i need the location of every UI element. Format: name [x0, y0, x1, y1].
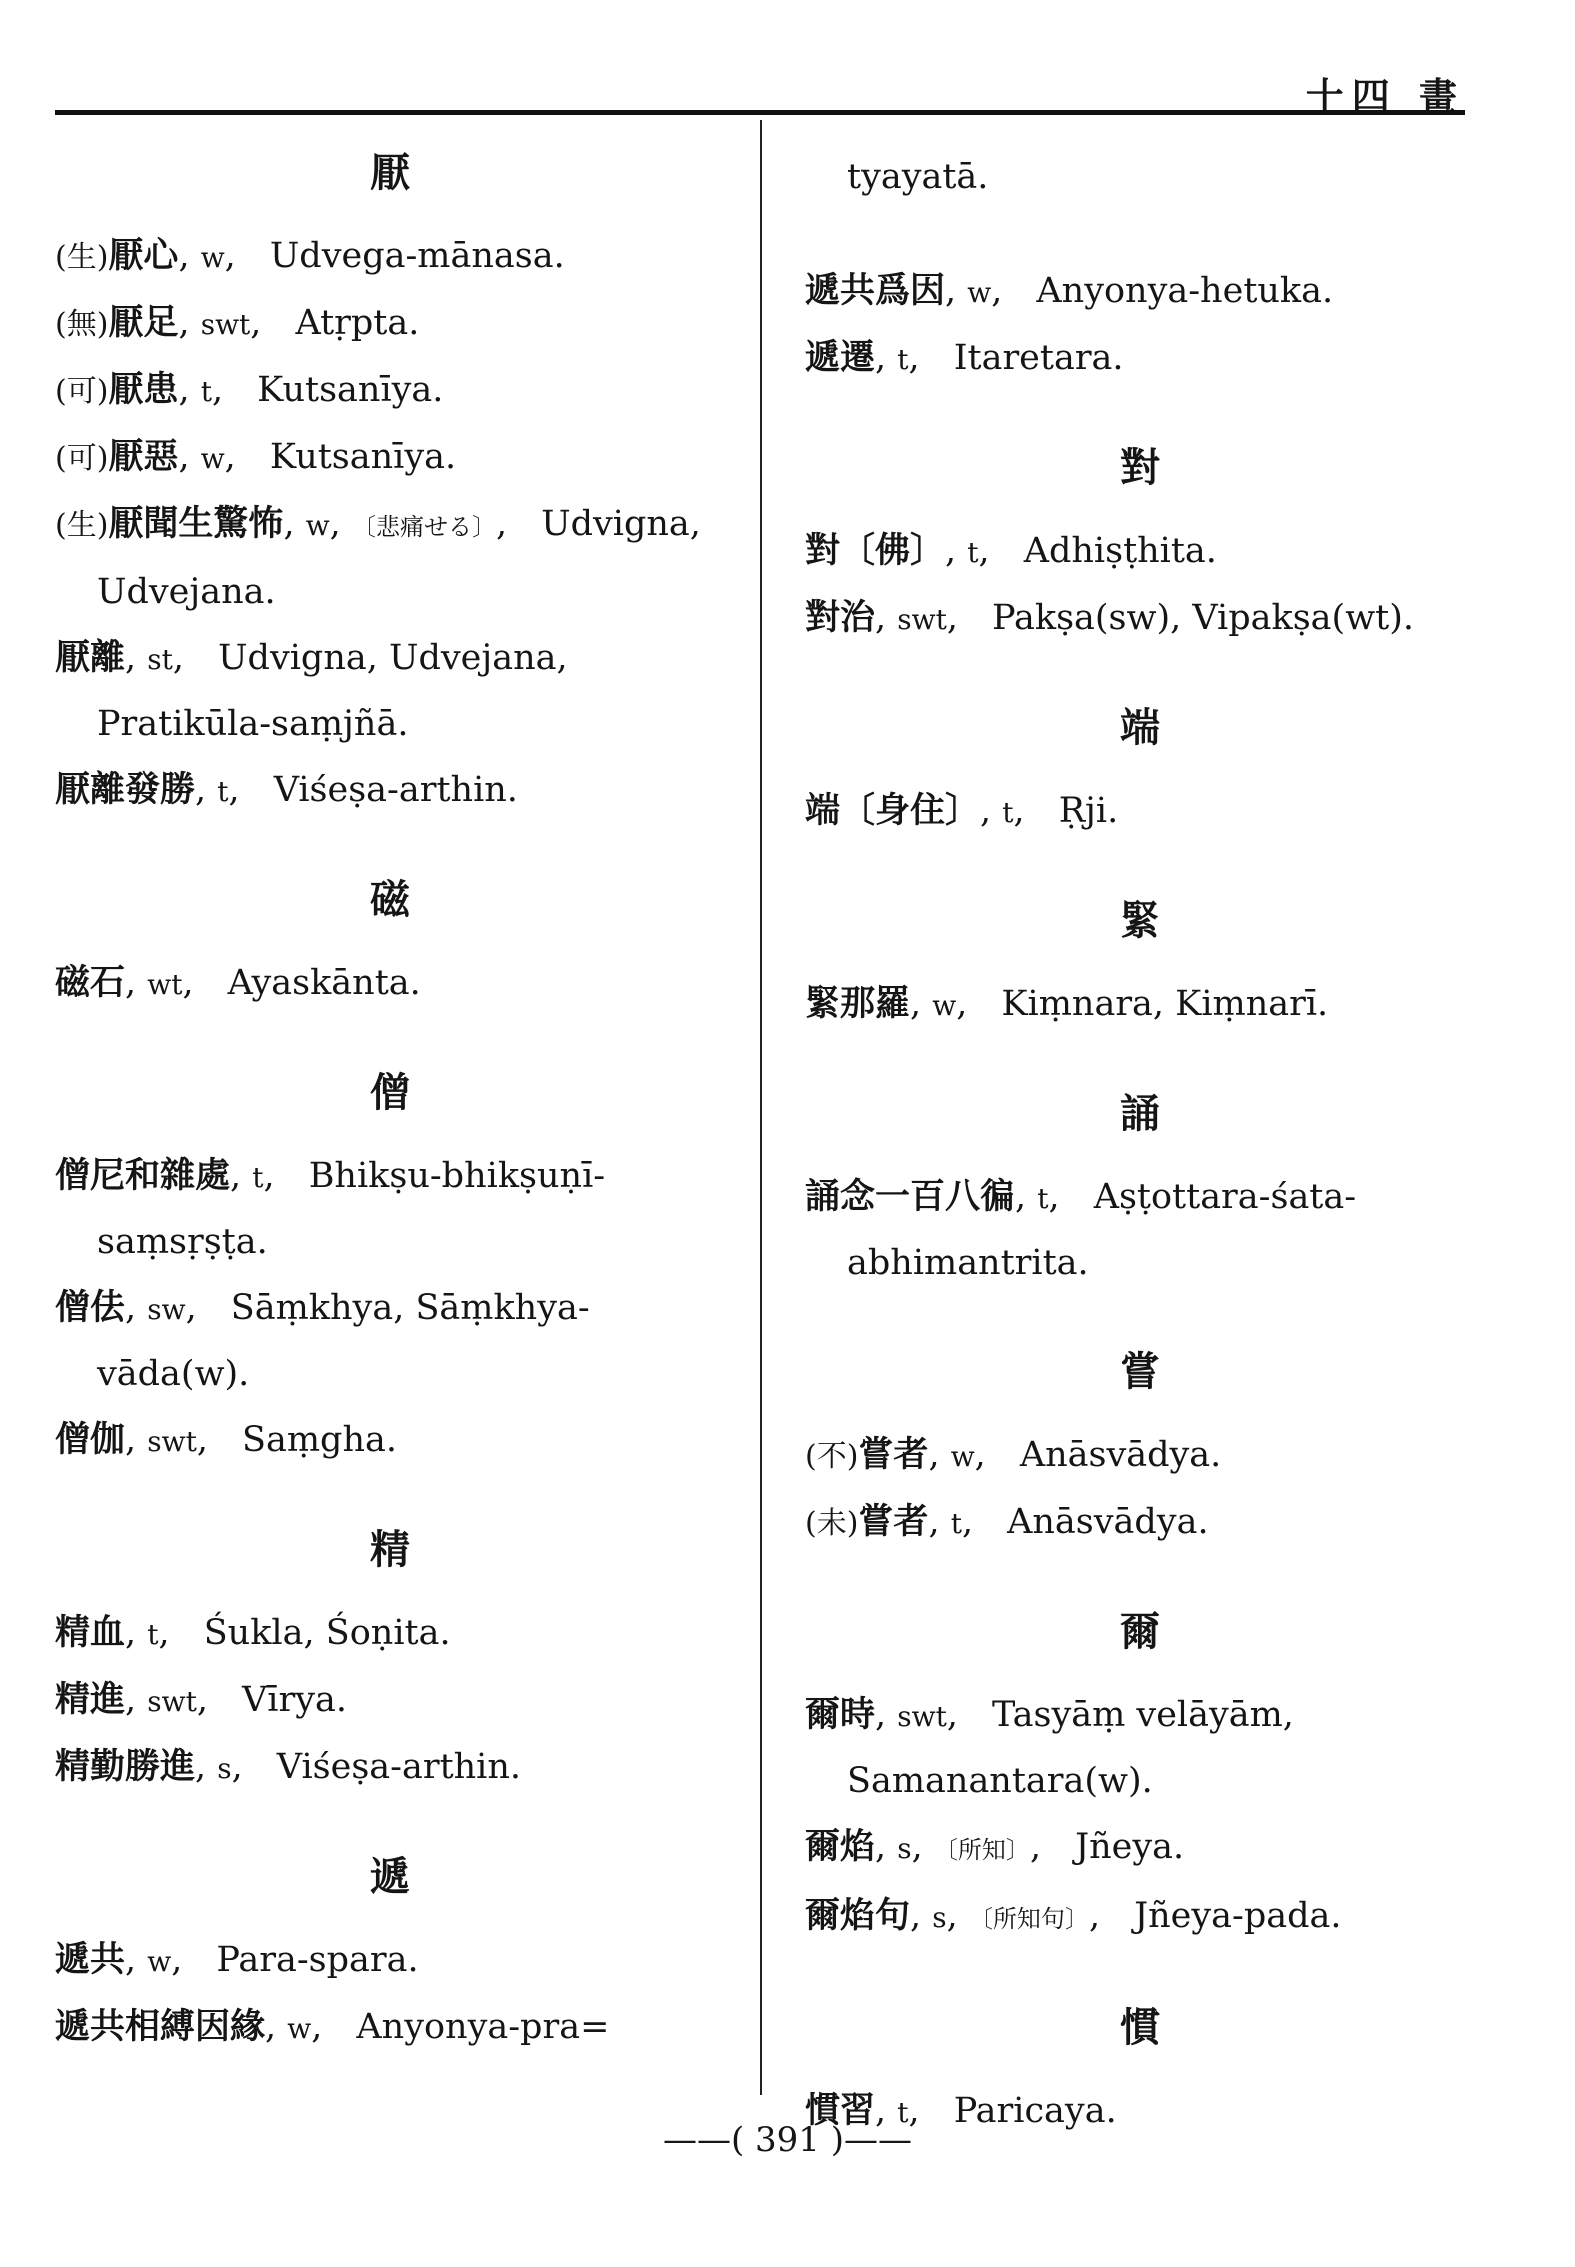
- entry-sources: t: [1037, 1182, 1049, 1215]
- section-heading: 精: [370, 1526, 410, 1573]
- entry-sources: w: [200, 442, 225, 475]
- entry-sanskrit: Sāṃkhya, Sāṃkhya-vāda(w).: [97, 1288, 590, 1394]
- dictionary-entry: 精血, t, Śukla, Śoṇita.: [55, 1612, 451, 1653]
- entry-sanskrit: Jñeya-pada.: [1134, 1896, 1342, 1936]
- section-heading: 僧: [370, 1069, 410, 1116]
- entry-term: 僧佉: [55, 1287, 126, 1328]
- entry-prefix: (生): [55, 508, 109, 543]
- dictionary-entry: 僧尼和雜處, t, Bhikṣu-bhikṣuṇī-saṃsṛṣṭa.: [55, 1155, 606, 1262]
- dictionary-entry: 遞共爲因, w, Anyonya-hetuka.: [805, 270, 1334, 311]
- entry-note: 〔悲痛せる〕: [351, 513, 496, 541]
- dictionary-entry: (可)厭惡, w, Kutsanīya.: [55, 436, 457, 477]
- entry-sources: t: [1002, 796, 1014, 829]
- dictionary-entry: 誦念一百八徧, t, Aṣṭottara-śata-abhimantrita.: [805, 1176, 1357, 1283]
- entry-sanskrit: Paricaya.: [953, 2091, 1117, 2131]
- entry-sanskrit: Śukla, Śoṇita.: [203, 1613, 451, 1653]
- entry-term: 精勤勝進: [55, 1746, 196, 1787]
- entry-sources: w: [950, 1440, 975, 1473]
- entry-sources: swt: [897, 1700, 947, 1733]
- entry-term: 厭離發勝: [55, 769, 196, 810]
- entry-sanskrit: Kiṃnara, Kiṃnarī.: [1001, 984, 1329, 1024]
- entry-sanskrit: Kutsanīya.: [257, 370, 444, 410]
- dictionary-entry: 僧佉, sw, Sāṃkhya, Sāṃkhya-vāda(w).: [55, 1287, 590, 1394]
- entry-term: 精進: [55, 1679, 126, 1720]
- dictionary-entry: (未)嘗者, t, Anāsvādya.: [805, 1501, 1209, 1542]
- radical-section: [805, 1086, 1475, 1296]
- entry-sources: t: [967, 536, 979, 569]
- entry-sanskrit: Anyonya-hetuka.: [1036, 271, 1334, 311]
- entry-term: 爾焰: [805, 1826, 876, 1867]
- entry-prefix: (無): [55, 307, 109, 342]
- lead-entries: [805, 258, 1475, 392]
- entry-sanskrit: Anāsvādya.: [1019, 1435, 1222, 1475]
- dictionary-entry: 精進, swt, Vīrya.: [55, 1679, 347, 1720]
- dictionary-entry: (無)厭足, swt, Atṛpta.: [55, 302, 420, 343]
- radical-section: [55, 1522, 725, 1801]
- dictionary-entry: 厭離, st, Udvigna, Udvejana, Pratikūla-saṃjñā.: [55, 637, 568, 744]
- dictionary-entry: 遞遷, t, Itaretara.: [805, 337, 1124, 378]
- entry-term: 誦念一百八徧: [805, 1176, 1016, 1217]
- radical-section: [805, 1344, 1475, 1556]
- dictionary-entry: 遞共, w, Para-spara.: [55, 1939, 419, 1980]
- entry-sources: w: [305, 509, 330, 542]
- entry-sources: t: [200, 375, 212, 408]
- entry-term: 遞共: [55, 1939, 126, 1980]
- page-header-label: 十四 畫: [1305, 74, 1465, 119]
- entry-term: 厭足: [108, 302, 179, 343]
- entry-sources: t: [252, 1161, 264, 1194]
- entry-sources: swt: [147, 1425, 197, 1458]
- entry-term: 厭患: [108, 369, 179, 410]
- continuation-line: tyayatā.: [847, 157, 989, 197]
- entry-term: 對〔佛〕: [805, 530, 946, 571]
- section-heading: 慣: [1120, 2004, 1160, 2051]
- right-column: [805, 145, 1475, 2193]
- entry-sanskrit: Udvigna, Udvejana.: [97, 504, 701, 612]
- entry-term: 遞共爲因: [805, 270, 946, 311]
- column-divider: [760, 120, 762, 2095]
- dictionary-entry: (可)厭患, t, Kutsanīya.: [55, 369, 444, 410]
- entry-sources: s: [897, 1832, 912, 1865]
- dictionary-entry: 爾時, swt, Tasyāṃ velāyām, Samanantara(w).: [805, 1694, 1294, 1801]
- entry-sanskrit: Kutsanīya.: [269, 437, 457, 477]
- entry-term: 厭心: [108, 235, 179, 276]
- entry-sanskrit: Udvega-mānasa.: [269, 236, 565, 276]
- entry-term: 僧伽: [55, 1419, 126, 1460]
- entry-term: 爾時: [805, 1694, 876, 1735]
- section-heading: 緊: [1120, 897, 1160, 944]
- entry-prefix: (不): [805, 1439, 859, 1474]
- radical-section: [55, 1849, 725, 2061]
- section-heading: 端: [1120, 704, 1160, 751]
- entry-term: 厭離: [55, 637, 126, 678]
- entry-sanskrit: Udvigna, Udvejana, Pratikūla-saṃjñā.: [97, 638, 568, 744]
- entry-sanskrit: Anyonya-pra=: [356, 2007, 610, 2047]
- entry-term: 緊那羅: [805, 983, 911, 1024]
- entry-sources: t: [950, 1507, 962, 1540]
- radical-section: [805, 440, 1475, 652]
- dictionary-entry: 僧伽, swt, Saṃgha.: [55, 1419, 397, 1460]
- section-heading: 嘗: [1120, 1348, 1160, 1395]
- entry-prefix: (可): [55, 374, 109, 409]
- dictionary-entry: 遞共相縛因緣, w, Anyonya-pra=: [55, 2006, 610, 2047]
- entry-term: 慣習: [805, 2090, 876, 2131]
- entry-sanskrit: Itaretara.: [953, 338, 1124, 378]
- left-column: [55, 145, 725, 2109]
- entry-term: 遞遷: [805, 337, 876, 378]
- dictionary-entry: 厭離發勝, t, Viśeṣa-arthin.: [55, 769, 518, 810]
- dictionary-entry: 緊那羅, w, Kiṃnara, Kiṃnarī.: [805, 983, 1329, 1024]
- dictionary-entry: 對〔佛〕, t, Adhiṣṭhita.: [805, 530, 1217, 571]
- page-number: ——( 391 )——: [662, 2120, 913, 2160]
- entry-sanskrit: Pakṣa(sw), Vipakṣa(wt).: [992, 598, 1414, 638]
- dictionary-entry: (生)厭聞生驚怖, w, 〔悲痛せる〕, Udvigna, Udvejana.: [55, 503, 701, 612]
- entry-term: 厭聞生驚怖: [108, 503, 284, 544]
- entry-term: 端〔身住〕: [805, 790, 981, 831]
- entry-sanskrit: Bhikṣu-bhikṣuṇī-saṃsṛṣṭa.: [97, 1156, 606, 1262]
- entry-sanskrit: Anāsvādya.: [1007, 1502, 1209, 1542]
- entry-sanskrit: Tasyāṃ velāyām, Samanantara(w).: [847, 1695, 1294, 1801]
- entry-sources: w: [147, 1945, 172, 1978]
- entry-sources: swt: [897, 603, 947, 636]
- entry-sources: wt: [147, 968, 183, 1001]
- entry-term: 爾焰句: [805, 1895, 911, 1936]
- entry-term: 磁石: [55, 962, 126, 1003]
- section-heading: 對: [1120, 444, 1160, 491]
- section-heading: 厭: [370, 149, 410, 196]
- header-rule: [55, 110, 1465, 115]
- entry-sources: t: [897, 343, 909, 376]
- entry-sanskrit: Viśeṣa-arthin.: [276, 1747, 522, 1787]
- radical-section: [55, 1065, 725, 1474]
- entry-sanskrit: Jñeya.: [1075, 1827, 1185, 1867]
- section-heading: 誦: [1120, 1090, 1160, 1137]
- radical-section: [805, 700, 1475, 845]
- radical-section: [55, 872, 725, 1017]
- entry-sources: s: [932, 1901, 947, 1934]
- entry-sources: w: [200, 241, 225, 274]
- entry-prefix: (可): [55, 441, 109, 476]
- entry-sources: st: [147, 643, 173, 676]
- entry-sanskrit: Ṛji.: [1058, 791, 1119, 831]
- entry-term: 僧尼和雜處: [55, 1155, 231, 1196]
- section-heading: 爾: [1120, 1608, 1160, 1655]
- entry-sanskrit: Aṣṭottara-śata-abhimantrita.: [847, 1177, 1357, 1283]
- dictionary-entry: 端〔身住〕, t, Ṛji.: [805, 790, 1119, 831]
- entry-term: 厭惡: [108, 436, 179, 477]
- entry-sources: s: [217, 1752, 232, 1785]
- entry-sanskrit: Vīrya.: [242, 1680, 347, 1720]
- entry-term: 對治: [805, 597, 876, 638]
- entry-term: 嘗者: [858, 1501, 929, 1542]
- entry-sources: w: [932, 989, 957, 1022]
- dictionary-entry: 磁石, wt, Ayaskānta.: [55, 962, 421, 1003]
- section-heading: 遞: [370, 1853, 410, 1900]
- entry-term: 嘗者: [858, 1434, 929, 1475]
- entry-sources: t: [217, 775, 229, 808]
- entry-sources: t: [147, 1618, 159, 1651]
- dictionary-entry: 精勤勝進, s, Viśeṣa-arthin.: [55, 1746, 522, 1787]
- entry-sanskrit: Adhiṣṭhita.: [1023, 531, 1217, 571]
- radical-section: [805, 893, 1475, 1038]
- entry-note: 〔所知〕: [933, 1836, 1030, 1864]
- radical-section: [55, 145, 725, 824]
- entry-sources: t: [897, 2096, 909, 2129]
- entry-prefix: (未): [805, 1506, 859, 1541]
- entry-term: 精血: [55, 1612, 126, 1653]
- dictionary-entry: (生)厭心, w, Udvega-mānasa.: [55, 235, 565, 276]
- entry-sources: w: [967, 276, 992, 309]
- entry-sources: w: [287, 2012, 312, 2045]
- dictionary-entry: 慣習, t, Paricaya.: [805, 2090, 1117, 2131]
- section-heading: 磁: [370, 876, 410, 923]
- entry-term: 遞共相縛因緣: [55, 2006, 266, 2047]
- dictionary-entry: 對治, swt, Pakṣa(sw), Vipakṣa(wt).: [805, 597, 1414, 638]
- entry-sanskrit: Viśeṣa-arthin.: [273, 770, 518, 810]
- entry-sources: swt: [200, 308, 251, 341]
- entry-sanskrit: Ayaskānta.: [227, 963, 421, 1003]
- dictionary-entry: 爾焰句, s, 〔所知句〕, Jñeya-pada.: [805, 1895, 1342, 1936]
- entry-prefix: (生): [55, 240, 109, 275]
- entry-sources: swt: [147, 1685, 197, 1718]
- entry-note: 〔所知句〕: [968, 1905, 1089, 1933]
- entry-sanskrit: Atṛpta.: [295, 303, 420, 343]
- entry-sanskrit: Saṃgha.: [242, 1420, 397, 1460]
- entry-sanskrit: Para-spara.: [216, 1940, 419, 1980]
- dictionary-entry: (不)嘗者, w, Anāsvādya.: [805, 1434, 1222, 1475]
- entry-sources: sw: [147, 1293, 186, 1326]
- radical-section: [805, 1604, 1475, 1952]
- dictionary-entry: 爾焰, s, 〔所知〕, Jñeya.: [805, 1826, 1185, 1867]
